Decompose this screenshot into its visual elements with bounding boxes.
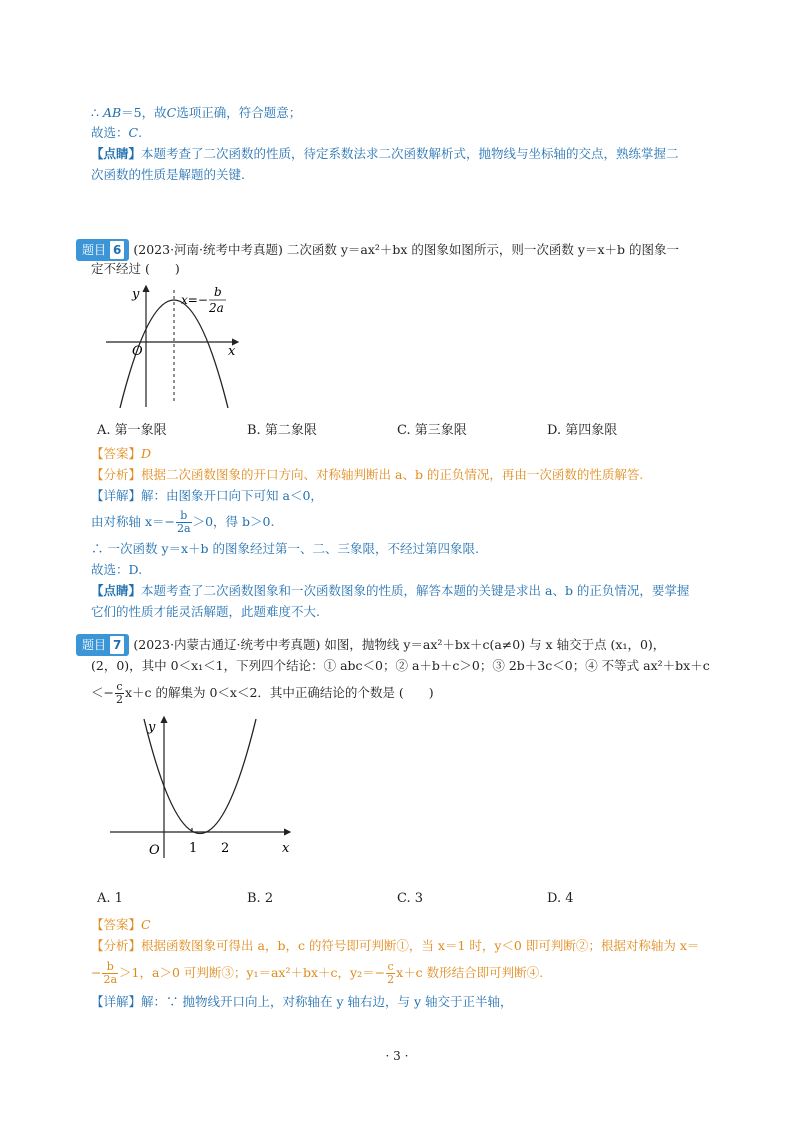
q6-comment-2: 它们的性质才能灵活解题，此题难度不大. [91, 604, 320, 619]
prev-solution-line-2: 故选：C. [91, 125, 143, 140]
q6-option-c: C. 第三象限 [397, 423, 467, 438]
q6-x-label: x [228, 344, 236, 359]
q6-option-d: D. 第四象限 [547, 423, 618, 438]
q7-origin-label: O [149, 843, 160, 858]
q6-y-label: y [132, 287, 140, 302]
q6-axis-num: b [214, 285, 222, 299]
q6-answer: 【答案】D [91, 446, 152, 461]
q6-axis-eq: x=− [181, 293, 208, 307]
q6-stem-line-1: 题目 6 (2023·河南·统考中考真题) 二次函数 y＝ax²＋bx 的图象如图所示，则一次函数 y＝x＋b 的图象一 [76, 239, 679, 261]
q7-analysis-1: 【分析】根据函数图象可得出 a，b，c 的符号即可判断①，当 x＝1 时，y＜0 即可判断②；根据对称轴为 x＝ [91, 938, 700, 953]
q7-option-a: A. 1 [97, 891, 123, 906]
q6-detail-4: 故选：D. [91, 562, 143, 577]
prev-solution-line-1: ∴ AB＝5，故C选项正确，符合题意； [91, 105, 302, 120]
q6-detail-3: ∴ 一次函数 y＝x＋b 的图象经过第一、二、三象限，不经过第四象限. [91, 541, 480, 556]
q6-graph [100, 282, 260, 414]
q6-option-b: B. 第二象限 [247, 423, 317, 438]
q7-y-label: y [148, 720, 156, 735]
q7-stem-line-3: ＜− $\frac{c}{2}$ x＋c 的解集为 0＜x＜2．其中正确结论的个数是 ( ) [91, 680, 434, 706]
page-number: · 3 · [385, 1049, 409, 1063]
prev-comment-line-1: 【点睛】本题考查了二次函数的性质，待定系数法求二次函数解析式，抛物线与坐标轴的交点，熟练掌握二 [91, 146, 679, 161]
q7-option-b: B. 2 [247, 891, 274, 906]
q7-badge: 题目 7 [76, 634, 129, 656]
q6-comment-1: 【点睛】本题考查了二次函数图象和一次函数图象的性质，解答本题的关键是求出 a、b 的正负情况，要掌握 [91, 583, 690, 598]
q7-answer: 【答案】C [91, 917, 151, 932]
q7-option-c: C. 3 [397, 891, 424, 906]
q6-analysis: 【分析】根据二次函数图象的开口方向、对称轴判断出 a、b 的正负情况，再由一次函数的性质解答. [91, 467, 644, 482]
q6-detail-2: 由对称轴 x＝− $\frac{b}{2a}$ ＞0，得 b＞0. [91, 509, 275, 535]
q7-analysis-2: − $\frac{b}{2a}$ ＞1，a＞0 可判断③；y₁＝ax²＋bx＋c，y₂＝− $\frac{c}{2}$ x＋c 数形结合即可判断④. [91, 960, 544, 986]
q7-stem-line-2: (2，0)，其中 0＜x₁＜1，下列四个结论：① abc＜0；② a＋b＋c＞0；③ 2b＋3c＜0；④ 不等式 ax²＋bx＋c [91, 658, 710, 673]
q6-badge: 题目 6 [76, 239, 129, 261]
q7-parabola [144, 719, 256, 834]
q7-detail-1: 【详解】解：∵ 抛物线开口向上，对称轴在 y 轴右边，与 y 轴交于正半轴， [91, 994, 513, 1009]
q6-option-a: A. 第一象限 [97, 423, 167, 438]
q7-x-label: x [282, 841, 290, 856]
q6-detail-1: 【详解】解：由图象开口向下可知 a＜0， [91, 488, 323, 503]
q7-label-1: 1 [189, 841, 198, 856]
q7-stem-line-1: 题目 7 (2023·内蒙古通辽·统考中考真题) 如图，抛物线 y＝ax²＋bx＋c(a≠0) 与 x 轴交于点 (x₁，0)， [76, 634, 665, 656]
q7-label-2: 2 [221, 841, 230, 856]
prev-comment-line-2: 次函数的性质是解题的关键. [91, 167, 245, 182]
q6-stem-line-2: 定不经过 ( ) [91, 261, 180, 276]
q6-axis-den: 2a [209, 301, 224, 315]
q6-origin-label: O [132, 344, 143, 359]
q7-option-d: D. 4 [547, 891, 574, 906]
q7-graph [100, 713, 310, 863]
